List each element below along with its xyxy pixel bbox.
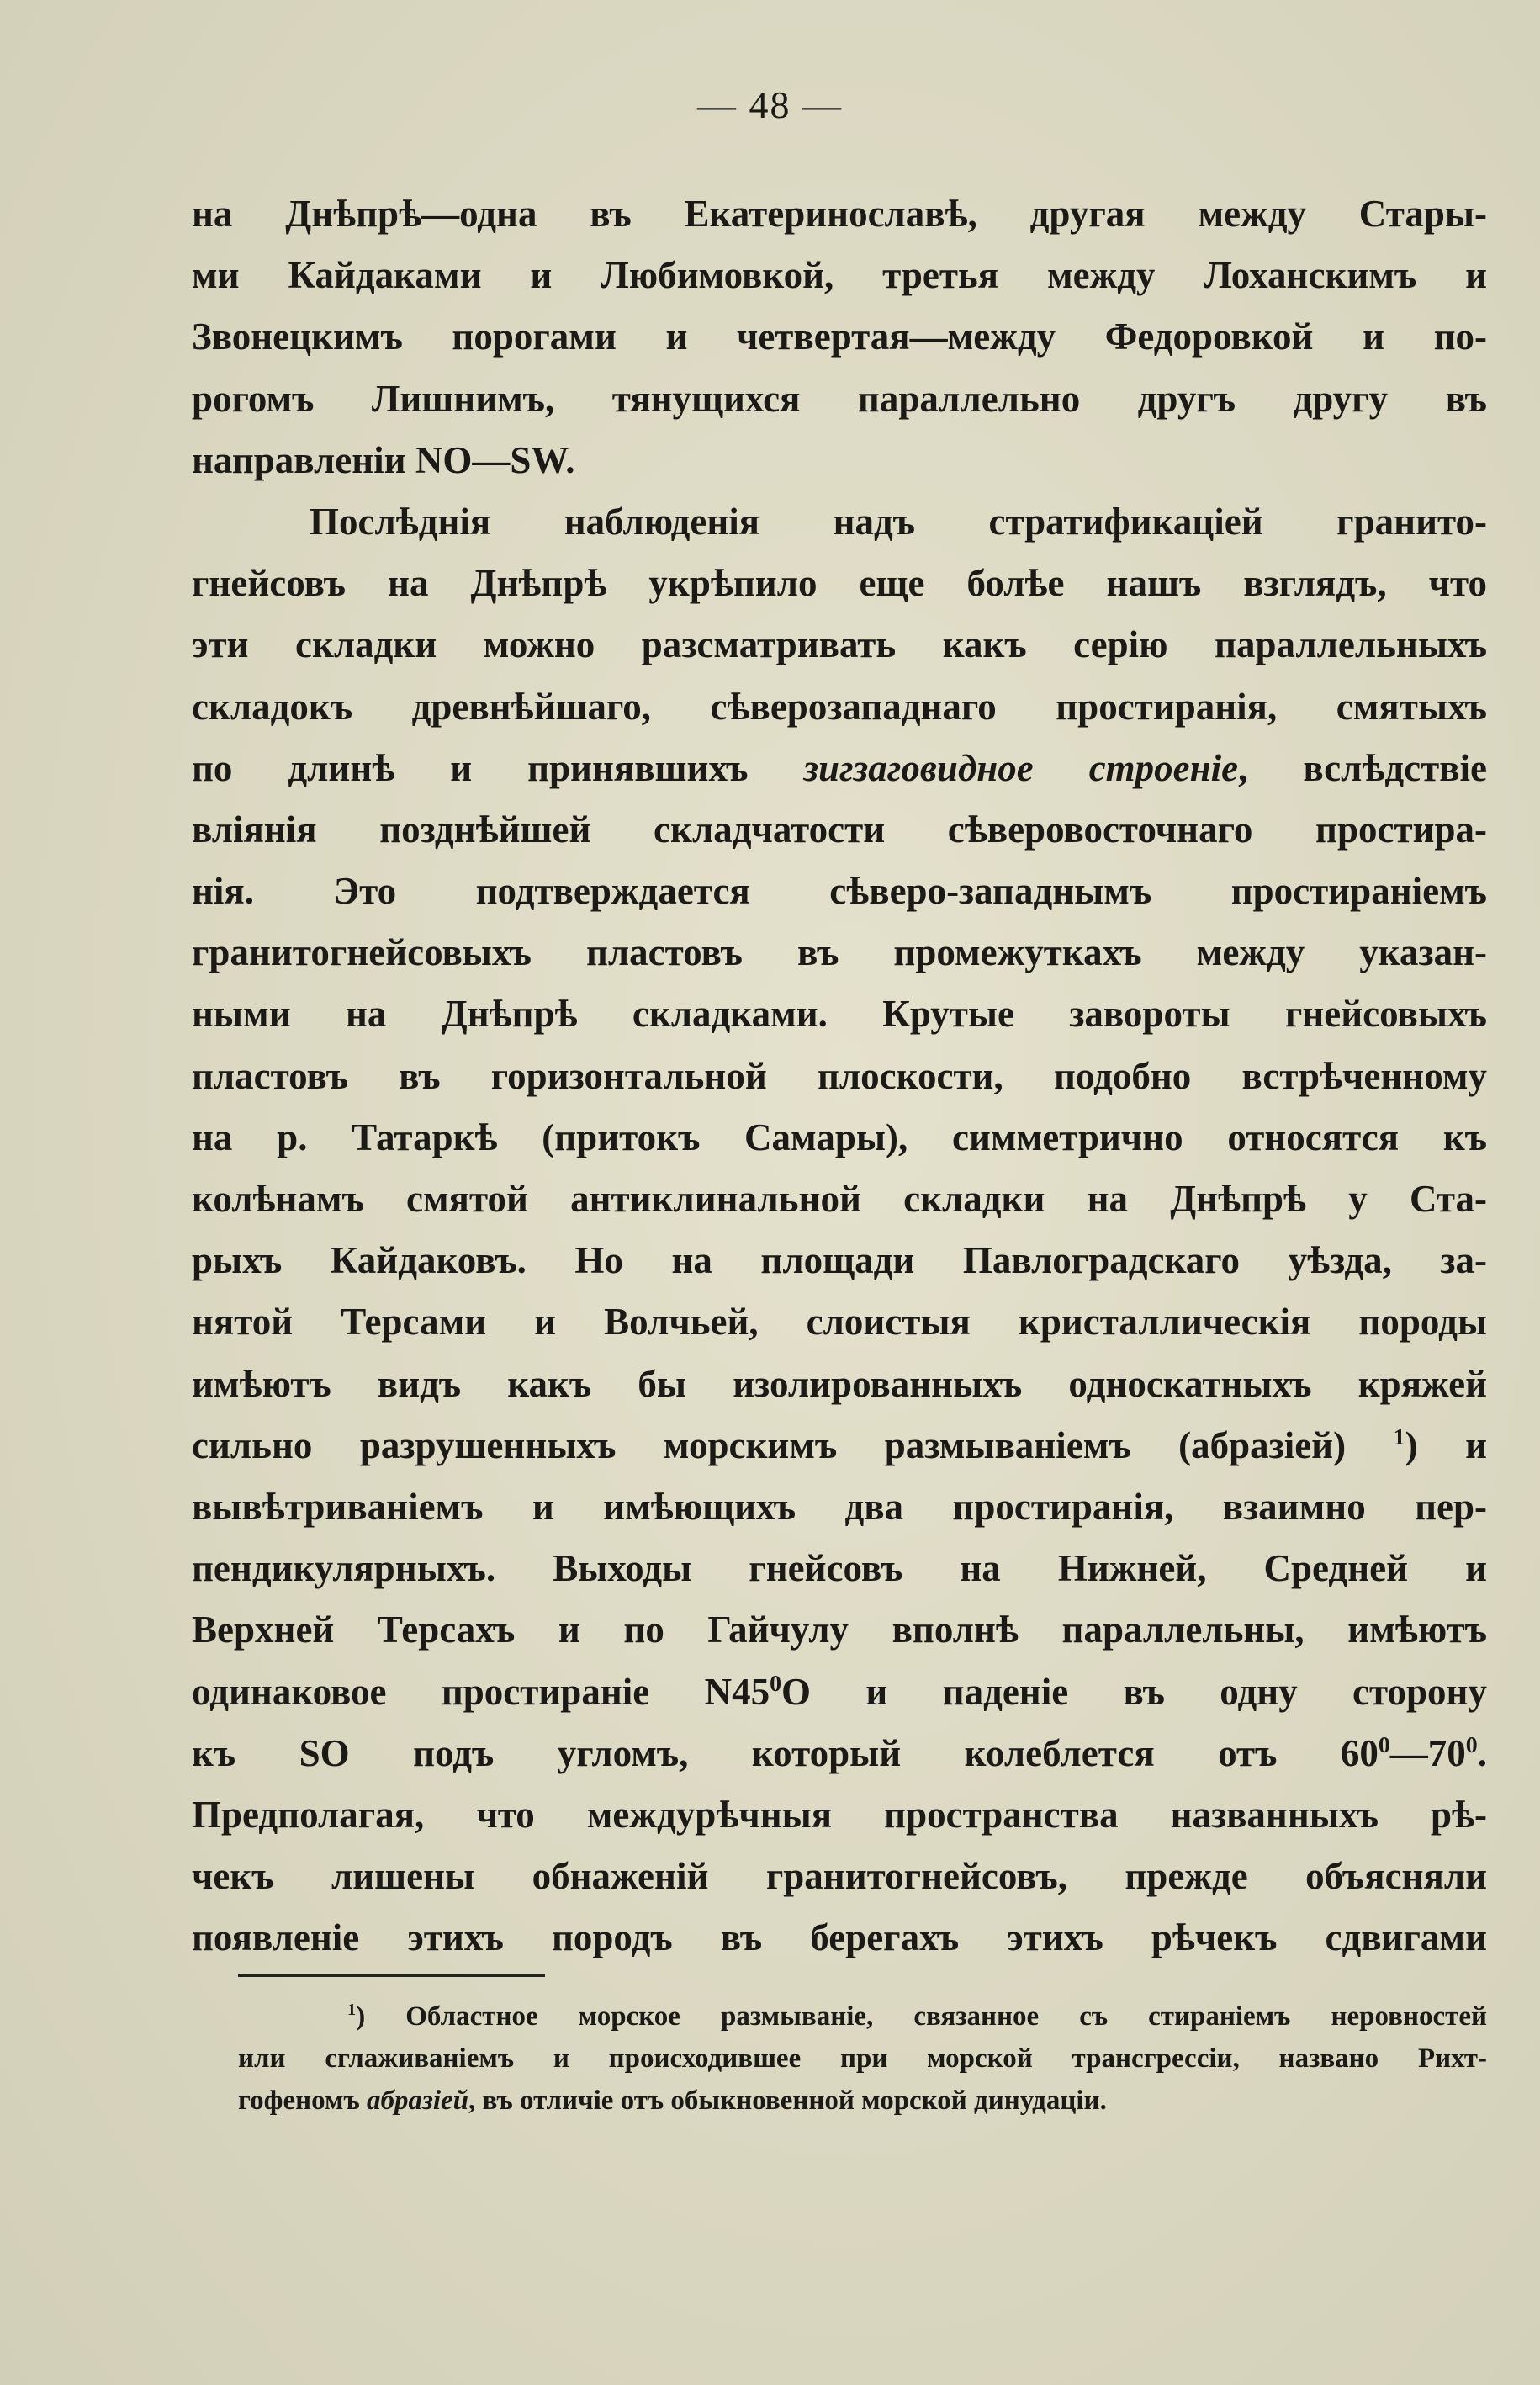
- text-line: на Днѣпрѣ—одна въ Екатеринославѣ, другая между Стары-: [192, 193, 1487, 235]
- footnote-line: или сглаживаніемъ и происходившее при морской трансгрессіи, названо Рихт-: [238, 2043, 1487, 2074]
- text-line: Предполагая, что междурѣчныя пространства названныхъ рѣ-: [192, 1793, 1487, 1836]
- text-line: гнейсовъ на Днѣпрѣ укрѣпило еще болѣе нашъ взглядъ, что: [192, 562, 1487, 605]
- text-segment: ) и: [1405, 1423, 1487, 1466]
- footnote-divider: [238, 1974, 545, 1977]
- text-line: рогомъ Лишнимъ, тянущихся параллельно другъ другу въ: [192, 377, 1487, 420]
- text-line: чекъ лишены обнаженій гранитогнейсовъ, прежде объясняли: [192, 1855, 1487, 1898]
- text-line: складокъ древнѣйшаго, сѣверозападнаго простиранія, смятыхъ: [192, 685, 1487, 728]
- text-segment: по длинѣ и принявшихъ: [192, 746, 749, 789]
- text-line: направленіи NO—SW.: [192, 438, 575, 481]
- text-line: нія. Это подтверждается сѣверо-западнымъ простираніемъ: [192, 870, 1487, 913]
- text-line: имѣютъ видъ какъ бы изолированныхъ односкатныхъ кряжей: [192, 1362, 1487, 1405]
- degree-mark: 0: [1378, 1731, 1390, 1758]
- text-line: вліянія позднѣйшей складчатости сѣверовосточнаго простира-: [192, 808, 1487, 851]
- text-line: на р. Татаркѣ (притокъ Самары), симметрично относятся къ: [192, 1116, 1487, 1158]
- text-line-with-italic: [192, 738, 1487, 799]
- footnote-marker: 1: [347, 2001, 357, 2019]
- body-text: [192, 183, 1487, 1969]
- text-segment: —70: [1389, 1731, 1466, 1774]
- text-segment: , вслѣдствіе: [1238, 746, 1488, 789]
- text-line: нятой Терсами и Волчьей, слоистыя кристаллическія породы: [192, 1301, 1487, 1344]
- footnote-reference: 1: [1393, 1423, 1405, 1450]
- text-line: пластовъ въ горизонтальной плоскости, подобно встрѣченному: [192, 1054, 1487, 1097]
- text-line: ми Кайдаками и Любимовкой, третья между Лоханскимъ и: [192, 254, 1487, 297]
- text-line: вывѣтриваніемъ и имѣющихъ два простиранія, взаимно пер-: [192, 1485, 1487, 1528]
- text-segment: O и паденіе въ одну сторону: [781, 1670, 1487, 1713]
- text-line-with-degrees: [192, 1723, 1487, 1784]
- text-line: Звонецкимъ порогами и четвертая—между Федоровкой и по-: [192, 315, 1487, 358]
- italic-term: зигзаговидное строеніе: [803, 746, 1239, 789]
- text-segment: одинаковое простираніе N45: [192, 1670, 770, 1713]
- text-segment: сильно разрушенныхъ морскимъ размываніемъ (абразіей): [192, 1423, 1347, 1466]
- text-line: ными на Днѣпрѣ складками. Крутые завороты гнейсовыхъ: [192, 993, 1487, 1036]
- degree-mark: 0: [1465, 1731, 1478, 1758]
- footnote-text: ) Областное морское размываніе, связанное съ стираніемъ неровностей: [356, 2001, 1487, 2032]
- text-line: колѣнамъ смятой антиклинальной складки на Днѣпрѣ у Ста-: [192, 1178, 1487, 1220]
- footnote-line: [238, 1995, 1487, 2038]
- text-line: появленіе этихъ породъ въ берегахъ этихъ рѣчекъ сдвигами: [192, 1916, 1487, 1959]
- text-segment: къ SO подъ угломъ, который колеблется отъ 60: [192, 1731, 1379, 1774]
- text-line: пендикулярныхъ. Выходы гнейсовъ на Нижней, Средней и: [192, 1547, 1487, 1590]
- paragraph-start-line: Послѣднія наблюденія надъ стратификаціей гранито-: [310, 500, 1487, 543]
- text-line: эти складки можно разсматривать какъ серію параллельныхъ: [192, 623, 1487, 666]
- footnote-italic-term: абразіей: [367, 2086, 469, 2116]
- text-line: гранитогнейсовыхъ пластовъ въ промежуткахъ между указан-: [192, 931, 1487, 974]
- text-line-with-footnote-ref: [192, 1415, 1487, 1476]
- footnote-text: гофеномъ: [238, 2086, 360, 2116]
- degree-mark: 0: [770, 1670, 782, 1697]
- text-line: рыхъ Кайдаковъ. Но на площади Павлоградскаго уѣзда, за-: [192, 1239, 1487, 1282]
- page-number: — 48 —: [697, 83, 843, 126]
- footnote: [238, 1995, 1487, 2122]
- text-segment: .: [1477, 1731, 1487, 1774]
- footnote-text: , въ отличіе отъ обыкновенной морской динудаціи.: [468, 2086, 1107, 2116]
- footnote-line: [238, 2080, 1487, 2122]
- text-line-with-degree: [192, 1662, 1487, 1723]
- text-line: Верхней Терсахъ и по Гайчулу вполнѣ параллельны, имѣютъ: [192, 1609, 1487, 1651]
